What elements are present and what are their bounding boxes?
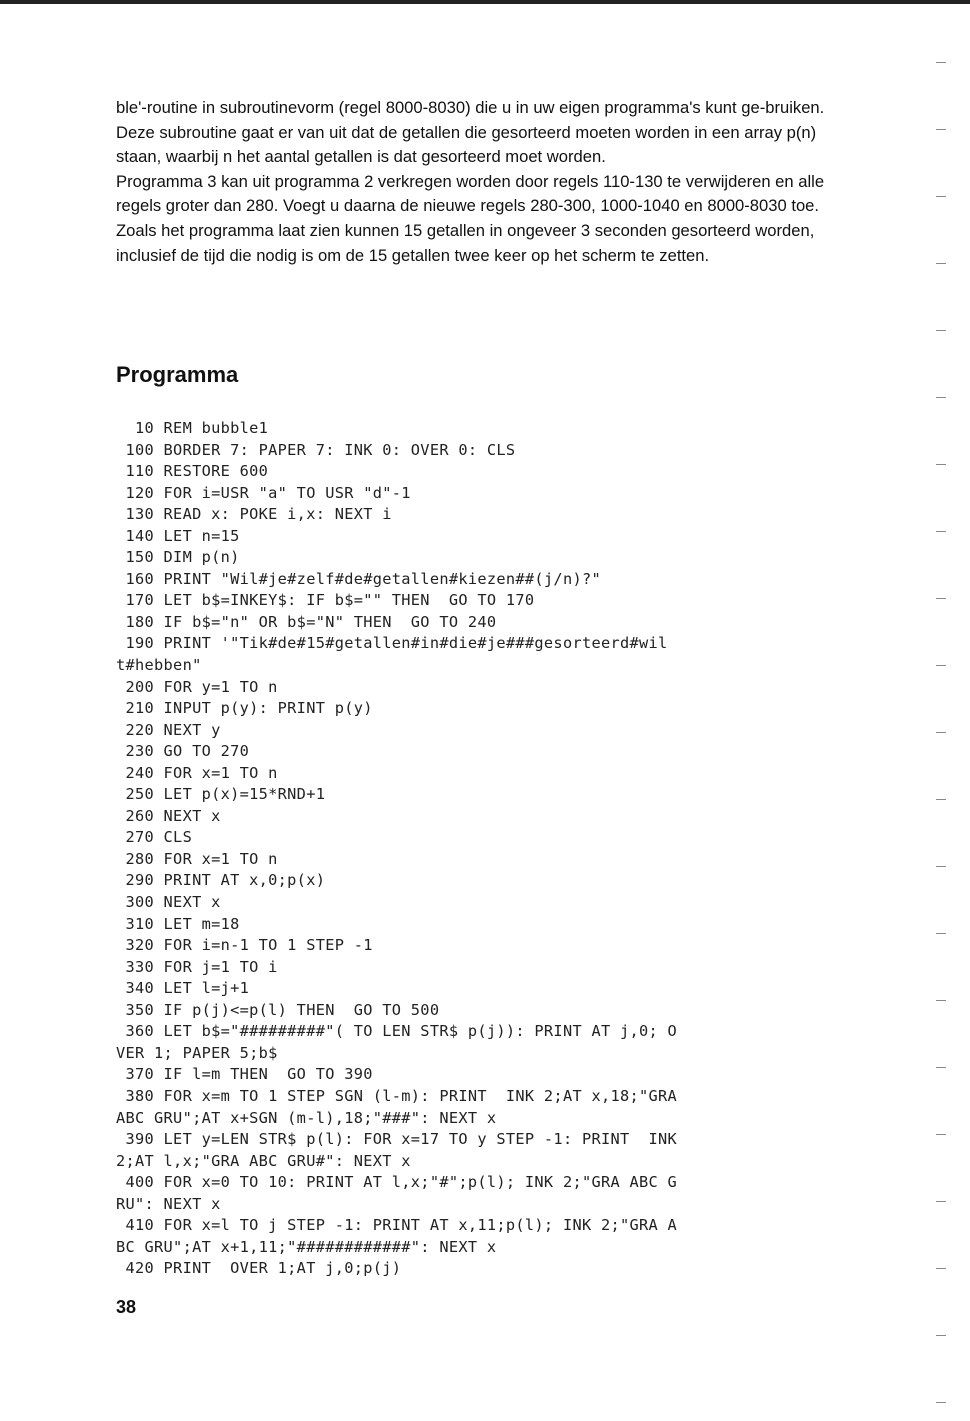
code-line: 180 IF b$="n" OR b$="N" THEN GO TO 240: [116, 612, 497, 631]
margin-tick: [936, 196, 946, 197]
code-line: 220 NEXT y: [116, 720, 221, 739]
code-line: 390 LET y=LEN STR$ p(l): FOR x=17 TO y STEP -1: PRINT INK: [116, 1130, 678, 1149]
paragraph: ble'-routine in subroutinevorm (regel 8000-8030) die u in uw eigen programma's kunt ge-bruiken.: [116, 98, 825, 117]
code-line: 230 GO TO 270: [116, 742, 250, 761]
code-line: 240 FOR x=1 TO n: [116, 763, 278, 782]
code-line: 2;AT l,x;"GRA ABC GRU#": NEXT x: [116, 1151, 411, 1170]
code-line: 10 REM bubble1: [116, 419, 269, 437]
code-line: ABC GRU";AT x+SGN (m-l),18;"###": NEXT x: [116, 1108, 497, 1127]
code-line: 380 FOR x=m TO 1 STEP SGN (l-m): PRINT INK 2;AT x,18;"GRA: [116, 1086, 678, 1105]
margin-tick: [936, 1201, 946, 1202]
code-line: 140 LET n=15: [116, 526, 240, 545]
margin-tick: [936, 1000, 946, 1001]
intro-text: [116, 96, 861, 268]
program-listing: [116, 418, 876, 1280]
margin-tick: [936, 330, 946, 331]
code-line: 320 FOR i=n-1 TO 1 STEP -1: [116, 936, 373, 955]
code-line: 410 FOR x=l TO j STEP -1: PRINT AT x,11;p(l); INK 2;"GRA A: [116, 1216, 678, 1235]
code-line: 270 CLS: [116, 828, 193, 847]
code-line: BC GRU";AT x+1,11;"############": NEXT x: [116, 1237, 497, 1256]
margin-tick-marks: [936, 0, 950, 1421]
margin-tick: [936, 1402, 946, 1403]
code-line: 160 PRINT "Wil#je#zelf#de#getallen#kiezen##(j/n)?": [116, 569, 601, 588]
paragraph: Programma 3 kan uit programma 2 verkregen worden door regels 110-130 te verwijderen en alle regels groter dan 280. Voegt u daarna de nieuwe regels 280-300, 1000-1040 en 8000-8030 toe.: [116, 171, 825, 216]
margin-tick: [936, 129, 946, 130]
margin-tick: [936, 464, 946, 465]
code-line: 300 NEXT x: [116, 893, 221, 912]
margin-tick: [936, 732, 946, 733]
code-line: 130 READ x: POKE i,x: NEXT i: [116, 505, 392, 524]
code-line: 150 DIM p(n): [116, 548, 240, 567]
code-line: 310 LET m=18: [116, 914, 240, 933]
code-line: 350 IF p(j)<=p(l) THEN GO TO 500: [116, 1000, 440, 1019]
code-line: 170 LET b$=INKEY$: IF b$="" THEN GO TO 170: [116, 591, 535, 610]
margin-tick: [936, 665, 946, 666]
code-line: 400 FOR x=0 TO 10: PRINT AT l,x;"#";p(l); INK 2;"GRA ABC G: [116, 1173, 678, 1192]
code-line: 200 FOR y=1 TO n: [116, 677, 278, 696]
margin-tick: [936, 1268, 946, 1269]
margin-tick: [936, 263, 946, 264]
margin-tick: [936, 598, 946, 599]
code-line: 190 PRINT '"Tik#de#15#getallen#in#die#je###gesorteerd#wil: [116, 634, 668, 653]
margin-tick: [936, 799, 946, 800]
code-line: 360 LET b$="#########"( TO LEN STR$ p(j)): PRINT AT j,0; O: [116, 1022, 678, 1041]
code-line: 370 IF l=m THEN GO TO 390: [116, 1065, 373, 1084]
paragraph: Deze subroutine gaat er van uit dat de getallen die gesorteerd moeten worden in een array p(n) staan, waarbij n het aantal getallen is dat gesorteerd moet worden.: [116, 122, 817, 167]
margin-tick: [936, 397, 946, 398]
code-line: 120 FOR i=USR "a" TO USR "d"-1: [116, 483, 411, 502]
code-line: t#hebben": [116, 656, 202, 675]
margin-tick: [936, 1067, 946, 1068]
code-line: 100 BORDER 7: PAPER 7: INK 0: OVER 0: CLS: [116, 440, 516, 459]
top-border-rule: [0, 0, 970, 4]
code-line: 340 LET l=j+1: [116, 979, 250, 998]
code-line: 210 INPUT p(y): PRINT p(y): [116, 699, 373, 718]
paragraph: Zoals het programma laat zien kunnen 15 getallen in ongeveer 3 seconden gesorteerd worden, inclusief de tijd die nodig is om de 15 getallen twee keer op het scherm te zetten.: [116, 220, 815, 265]
code-line: RU": NEXT x: [116, 1194, 221, 1213]
code-line: 290 PRINT AT x,0;p(x): [116, 871, 326, 890]
margin-tick: [936, 1134, 946, 1135]
margin-tick: [936, 866, 946, 867]
code-line: 110 RESTORE 600: [116, 462, 269, 481]
code-line: 250 LET p(x)=15*RND+1: [116, 785, 326, 804]
margin-tick: [936, 933, 946, 934]
page-number: 38: [116, 1297, 137, 1317]
code-line: 420 PRINT OVER 1;AT j,0;p(j): [116, 1259, 402, 1278]
code-line: 280 FOR x=1 TO n: [116, 849, 278, 868]
margin-tick: [936, 62, 946, 63]
code-line: 330 FOR j=1 TO i: [116, 957, 278, 976]
margin-tick: [936, 531, 946, 532]
section-heading: Programma: [116, 362, 239, 387]
code-line: 260 NEXT x: [116, 806, 221, 825]
code-line: VER 1; PAPER 5;b$: [116, 1043, 278, 1062]
margin-tick: [936, 1335, 946, 1336]
